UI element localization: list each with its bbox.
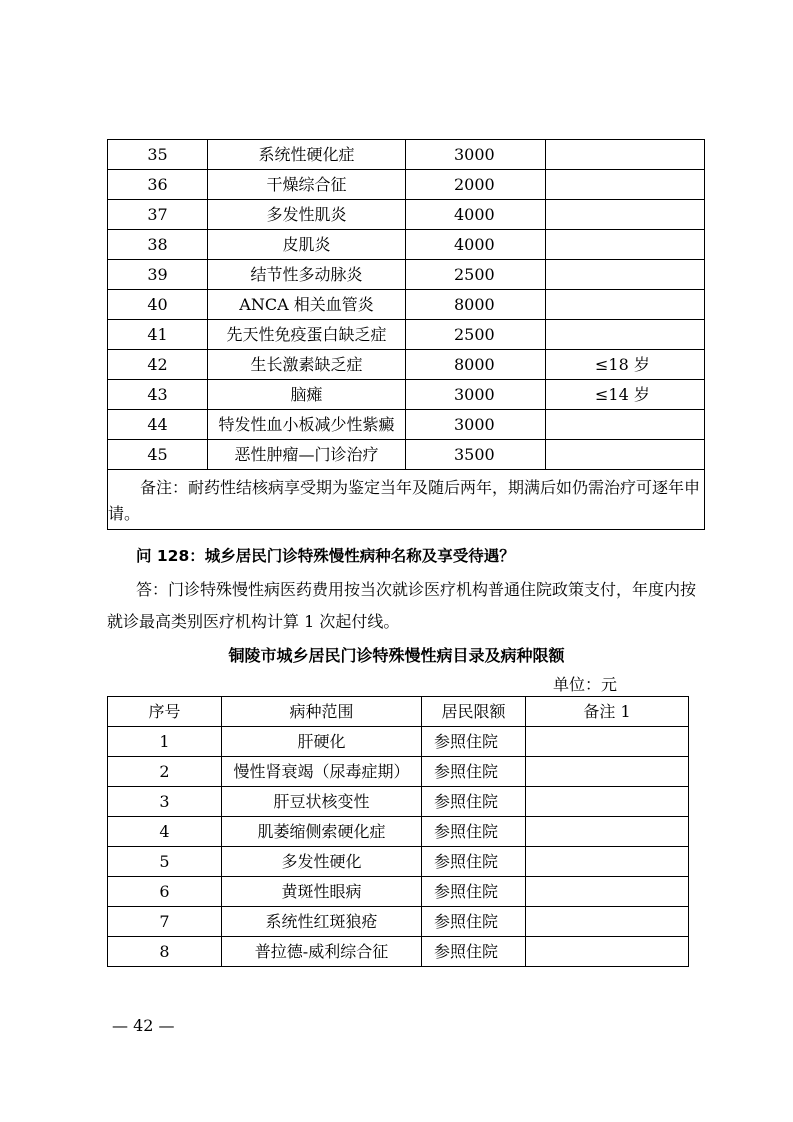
header-name: 病种范围 [222, 697, 422, 727]
table-row [108, 380, 705, 410]
table-row [108, 817, 689, 847]
remark-text: 备注：耐药性结核病享受期为鉴定当年及随后两年，期满后如仍需治疗可逐年申请。 [108, 477, 701, 523]
table-body [108, 140, 705, 530]
cell-note [526, 817, 689, 847]
cell-limit: 3000 [406, 380, 546, 410]
cell-no: 42 [108, 350, 208, 380]
cell-name: 结节性多动脉炎 [208, 260, 406, 290]
cell-note [546, 230, 705, 260]
cell-note [526, 877, 689, 907]
table-body [108, 727, 689, 967]
cell-name: 干燥综合征 [208, 170, 406, 200]
cell-note [526, 757, 689, 787]
cell-no: 43 [108, 380, 208, 410]
cell-no: 7 [108, 907, 222, 937]
cell-no: 36 [108, 170, 208, 200]
cell-no: 39 [108, 260, 208, 290]
cell-no: 4 [108, 817, 222, 847]
table-row [108, 350, 705, 380]
cell-note [526, 907, 689, 937]
cell-limit: 8000 [406, 350, 546, 380]
cell-name: 肝豆状核变性 [222, 787, 422, 817]
table-row [108, 320, 705, 350]
cell-limit: 参照住院 [422, 937, 526, 967]
table-title: 铜陵市城乡居民门诊特殊慢性病目录及病种限额 [228, 646, 565, 665]
cell-name: 系统性红斑狼疮 [222, 907, 422, 937]
cell-no: 2 [108, 757, 222, 787]
cell-note [546, 410, 705, 440]
unit-label: 单位：元 [553, 675, 618, 694]
cell-no: 1 [108, 727, 222, 757]
cell-limit: 3000 [406, 140, 546, 170]
cell-note [546, 170, 705, 200]
cell-note: ≤18 岁 [546, 350, 705, 380]
table-row [108, 230, 705, 260]
cell-limit: 参照住院 [422, 907, 526, 937]
cell-note [526, 937, 689, 967]
table-row [108, 410, 705, 440]
header-no: 序号 [108, 697, 222, 727]
cell-note [526, 787, 689, 817]
table-row [108, 877, 689, 907]
table-row [108, 140, 705, 170]
page-number: — 42 — [112, 1016, 175, 1035]
table-header-row [108, 697, 689, 727]
table-row [108, 170, 705, 200]
cell-name: 普拉德-威利综合征 [222, 937, 422, 967]
cell-note [546, 260, 705, 290]
table-row [108, 290, 705, 320]
cell-no: 45 [108, 440, 208, 470]
cell-no: 8 [108, 937, 222, 967]
cell-note: ≤14 岁 [546, 380, 705, 410]
table-row [108, 847, 689, 877]
cell-limit: 参照住院 [422, 787, 526, 817]
cell-note [546, 320, 705, 350]
cell-name: ANCA 相关血管炎 [208, 290, 406, 320]
cell-name: 肌萎缩侧索硬化症 [222, 817, 422, 847]
header-limit: 居民限额 [422, 697, 526, 727]
cell-limit: 参照住院 [422, 877, 526, 907]
cell-limit: 2500 [406, 260, 546, 290]
table-row [108, 937, 689, 967]
cell-name: 恶性肿瘤—门诊治疗 [208, 440, 406, 470]
cell-limit: 4000 [406, 200, 546, 230]
cell-name: 脑瘫 [208, 380, 406, 410]
remark-cell [108, 470, 705, 530]
cell-limit: 参照住院 [422, 817, 526, 847]
cell-limit: 2000 [406, 170, 546, 200]
cell-limit: 8000 [406, 290, 546, 320]
cell-name: 多发性肌炎 [208, 200, 406, 230]
cell-limit: 2500 [406, 320, 546, 350]
cell-note [526, 727, 689, 757]
cell-limit: 参照住院 [422, 757, 526, 787]
cell-name: 生长激素缺乏症 [208, 350, 406, 380]
cell-note [546, 140, 705, 170]
table-row [108, 757, 689, 787]
cell-no: 5 [108, 847, 222, 877]
table-row [108, 260, 705, 290]
question-128: 问 128：城乡居民门诊特殊慢性病种名称及享受待遇？ [136, 547, 515, 565]
cell-name: 系统性硬化症 [208, 140, 406, 170]
cell-note [546, 200, 705, 230]
cell-no: 40 [108, 290, 208, 320]
cell-note [546, 290, 705, 320]
cell-name: 先天性免疫蛋白缺乏症 [208, 320, 406, 350]
cell-limit: 3500 [406, 440, 546, 470]
cell-limit: 参照住院 [422, 727, 526, 757]
cell-name: 慢性肾衰竭（尿毒症期） [222, 757, 422, 787]
cell-name: 特发性血小板减少性紫癜 [208, 410, 406, 440]
table-row [108, 907, 689, 937]
cell-no: 6 [108, 877, 222, 907]
cell-name: 肝硬化 [222, 727, 422, 757]
cell-no: 41 [108, 320, 208, 350]
cell-name: 皮肌炎 [208, 230, 406, 260]
cell-no: 38 [108, 230, 208, 260]
cell-limit: 4000 [406, 230, 546, 260]
table-row [108, 787, 689, 817]
cell-limit: 参照住院 [422, 847, 526, 877]
remark-row [108, 470, 705, 530]
disease-limit-table-continued [107, 139, 705, 530]
table-row [108, 440, 705, 470]
cell-note [526, 847, 689, 877]
table-row [108, 200, 705, 230]
cell-name: 黄斑性眼病 [222, 877, 422, 907]
outpatient-chronic-disease-table [107, 696, 689, 967]
cell-name: 多发性硬化 [222, 847, 422, 877]
cell-no: 35 [108, 140, 208, 170]
answer-128: 答：门诊特殊慢性病医药费用按当次就诊医疗机构普通住院政策支付，年度内按就诊最高类别医疗机构计算 1 次起付线。 [107, 580, 697, 631]
cell-no: 37 [108, 200, 208, 230]
header-note: 备注 1 [526, 697, 689, 727]
remark-indent [108, 478, 140, 497]
cell-note [546, 440, 705, 470]
cell-limit: 3000 [406, 410, 546, 440]
cell-no: 3 [108, 787, 222, 817]
table-row [108, 727, 689, 757]
cell-no: 44 [108, 410, 208, 440]
